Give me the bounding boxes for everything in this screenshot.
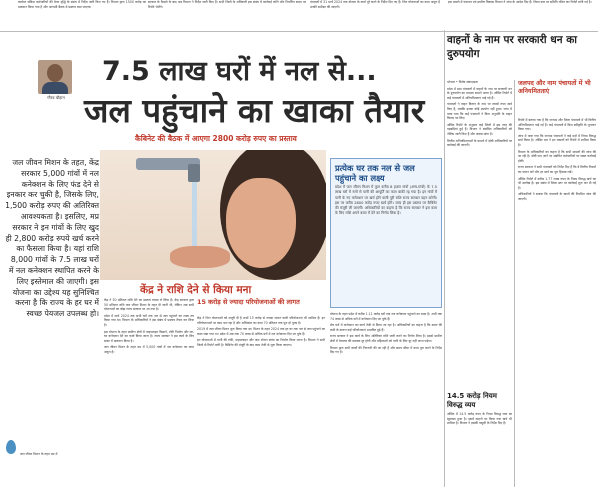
headline-line-1: 7.5 लाख घरों में नल से...	[102, 56, 377, 87]
body-col-2: केंद्र ने जिन योजनाओं को मंजूरी दी है उनमें 15 करोड़ से ज्यादा लागत वाली परियोजनाएं भी शामिल हैं। इन परियोजनाओं पर काम चल रहा है और अधिकांश का काम 70 प्रतिशत तक पूरा हो चुका है। 2019 में जल जीवन मिशन शुरू किया गया था। मिशन के तहत 2024 तक हर घर तक नल से जल पहुंचाने का लक्ष्य रखा गया था। प्रदेश में अब तक 70 लाख से अधिक घरों में नल कनेक्शन दिए जा चुके हैं। इन योजनाओं में पानी की टंकी, पाइपलाइन और जल शोधन संयंत्र का निर्माण किया जाना है। विभाग ने सभी जिलों से रिपोर्ट मांगी है। कैबिनेट की मंजूरी के बाद काम तेजी से शुरू किया जाएगा।	[197, 316, 325, 347]
top-strip-col-4: इस मामले में पंचायत एवं ग्रामीण विकास विभाग ने जांच के आदेश दिए हैं। जिला स्तर पर समिति गठित कर रिपोर्ट मांगी गई है।	[448, 0, 592, 4]
sidebar-box	[330, 158, 442, 308]
photo-face	[226, 178, 296, 268]
photo-water	[192, 182, 197, 252]
left-summary: जल जीवन मिशन के तहत, केंद्र सरकार 5,000 गांवों में नल कनेक्शन के लिए फंड देने से इनकार कर चुकी है, जिसके लिए, 1,500 करोड़ रुपए की अतिरिक्त आवश्यकता है। इसलिए, मप्र सरकार ने इन गांवों के लिए खुद ही 2,800 करोड़ रुपये खर्च करने का फैसला किया है। यहां राशि 8,000 गांवों के 7.5 लाख घरों में नल कनेक्शन स्थापित करने के लिए इस्तेमाल की जाएगी। इस योजना का उद्देश्य यह सुनिश्चित करना है कि राज्य के हर घर में स्वच्छ पेयजल उपलब्ध हो।	[5, 158, 99, 319]
top-strip-col-2: सरकार के फैसले के बाद अब विभाग ने निर्देश जारी किए हैं। सभी जिलों के अधिकारी इस संबंध में कार्रवाई करेंगे और निर्धारित समय पर रिपोर्ट भेजेंगे।	[148, 0, 306, 9]
bottom-left-note	[20, 452, 100, 486]
sidebar-box-text: प्रदेश में जल जीवन मिशन में कुल करीब 8 हजार गांवों (अन्य-गांवों) के 7.5 लाख घरों में नलों से पानी की आपूर्ति का काम बाकी रह गया है। इन गांवों में पानी के नए कनेक्शन पर खर्च होने वाली पूरी राशि राज्य सरकार वहन करेगी। इस पर करीब 2800 करोड़ रुपए खर्च होंगे। जल्द ही इस प्रस्ताव पर कैबिनेट की मंजूरी ली जाएगी। अधिकारियों का कहना है कि राज्य सरकार ने इस काम के लिए राशि अपने बजट में देने का निर्णय लिया है।	[335, 185, 437, 216]
photo-caption: केंद्र ने राशि देने से किया मना	[140, 284, 252, 296]
body-col-1: केंद्र ने 50 प्रतिशत राशि देने का प्रस्ताव वापस ले लिया है। केंद्र सरकार द्वारा 50 प्रतिशत राशि जल जीवन मिशन के तहत दी जानी थी, लेकिन अब सभी योजनाओं का बोझ राज्य सरकार पर आ गया है। प्रदेश में मार्च 2024 तक सभी घरों तक नल से जल पहुंचाने का लक्ष्य तय किया गया था। विभाग के अधिकारियों ने इस संबंध में प्रस्ताव तैयार कर लिया है। इस योजना के तहत ग्रामीण क्षेत्रों में पाइपलाइन बिछाने, टंकी निर्माण और घर-घर कनेक्शन देने का कार्य किया जाना है। राज्य सरकार ने इस कार्य के लिए बजट में प्रावधान किया है। जल जीवन मिशन के तहत मप्र में 5,000 गांवों में नल कनेक्शन का काम अधूरा है।	[104, 298, 194, 354]
right-subhead-2: 14.5 करोड़ नियम विरुद्ध व्यय	[447, 392, 497, 409]
right-col-a: भोपाल • विशेष संवाददाता प्रदेश में ग्राम पंचायतों में वाहनों के नाम पर सरकारी धन के दुरुपयोग का मामला सामने आया है। ऑडिट रिपोर्ट में कई पंचायतों में अनियमितताएं पाई गई हैं। पंचायतों ने वाहन किराए के नाम पर लाखों रुपए खर्च किए हैं, जबकि इनका कोई उपयोग नहीं हुआ। जांच में पाया गया कि कई पंचायतों ने बिना अनुमति के वाहन किराए पर लिए। ऑडिट रिपोर्ट के अनुसार कई जिलों में इस तरह की गड़बड़ियां हुई हैं। विभाग ने संबंधित अधिकारियों को नोटिस जारी किए हैं और जवाब मांगा है। वित्तीय अनियमितताओं के मामले में दोषी अधिकारियों पर कार्रवाई की जाएगी।	[447, 80, 512, 148]
body-col-3: योजना के तहत प्रदेश में करीब 1.11 करोड़ घरों तक नल कनेक्शन पहुंचाने का लक्ष्य है। अभी तक 74 लाख से अधिक घरों में कनेक्शन दिए जा चुके हैं। शेष घरों में कनेक्शन का कार्य तेजी से किया जा रहा है। अधिकारियों का कहना है कि बजट की कमी के कारण कई परियोजनाएं प्रभावित हुई हैं। राज्य सरकार ने इस कार्य के लिए अतिरिक्त राशि जारी करने का निर्णय लिया है। इससे ग्रामीण क्षेत्रों में पेयजल की समस्या दूर होगी और महिलाओं को पानी के लिए दूर नहीं जाना पड़ेगा। विभाग द्वारा सभी कार्यों की निगरानी की जा रही है और समय सीमा में काम पूरा करने के निर्देश दिए गए हैं।	[330, 312, 442, 355]
top-strip-col-1: कार्यरत संविदा कर्मचारियों की वेतन वृद्धि के संबंध में निर्देश जारी किए गए हैं। विभाग द्वारा 1500 करोड़ का प्रावधान किया गया है और आगामी बैठक में प्रस्ताव रखा जाएगा।	[18, 0, 146, 9]
headline-line-2: जल पहुंचाने का खाका तैयार	[84, 91, 425, 130]
bottom-left-note-text: जल जीवन मिशन के तहत मप्र में	[20, 452, 58, 456]
right-header: वाहनों के नाम पर सरकारी धन का दुरुपयोग	[447, 34, 578, 60]
headline-deck: कैबिनेट की बैठक में आएगा 2800 करोड़ रुपए का प्रस्ताव	[135, 134, 297, 143]
right-subhead-1: जलपद और नाम पंचायतों में भी अनियमितताएं	[518, 80, 591, 95]
blue-water-glyph	[6, 440, 16, 454]
photo-hands	[170, 246, 230, 268]
author-name: गौरव चौहान	[47, 95, 65, 100]
top-strip-col-3: पंचायतों में 31 मार्च 2024 तक योजना के कार्य पूरे करने के निर्देश दिए गए हैं। जिन योजनाओं का काम अधूरा है उनकी समीक्षा की जाएगी।	[310, 0, 440, 9]
right-col-b: रिपोर्ट में बताया गया है कि जनपद और जिला पंचायतों में भी वित्तीय अनियमितताएं पाई गई हैं। कई पंचायतों में बिना स्वीकृति के भुगतान किया गया। जांच में पाया गया कि जनपद पंचायतों ने कई मदों में नियम विरुद्ध खर्च किया है। ऑडिट दल ने इन मामलों को रिपोर्ट में शामिल किया है। विभाग के अधिकारियों का कहना है कि सभी मामलों की जांच की जा रही है। दोषी पाए जाने पर संबंधित कर्मचारियों पर सख्त कार्रवाई होगी। राज्य सरकार ने सभी पंचायतों को निर्देश दिए हैं कि वे वित्तीय नियमों का पालन करें और हर खर्च का पूरा हिसाब रखें। ऑडिट रिपोर्ट में करीब 1.77 लाख रुपए के नियम विरुद्ध खर्च का भी उल्लेख है। इस संबंध में जिला स्तर पर कार्रवाई शुरू कर दी गई है। अधिकारियों ने बताया कि पंचायतों के खातों की नियमित जांच की जाएगी।	[518, 118, 596, 201]
author-photo	[38, 60, 72, 94]
middle-subhead: 15 करोड़ से ज्यादा परियोजनाओं की लागत	[197, 298, 300, 306]
right-col-a2: ऑडिट में 14.5 करोड़ रुपए के नियम विरुद्ध व्यय का खुलासा हुआ है। इसमें वाहनों पर किया गया खर्च भी शामिल है। विभाग ने इसकी वसूली के निर्देश दिए हैं।	[447, 412, 512, 426]
sidebar-box-title: प्रत्येक घर तक नल से जल पहुंचाने का लक्ष्य	[335, 163, 415, 183]
main-photo	[100, 150, 326, 280]
